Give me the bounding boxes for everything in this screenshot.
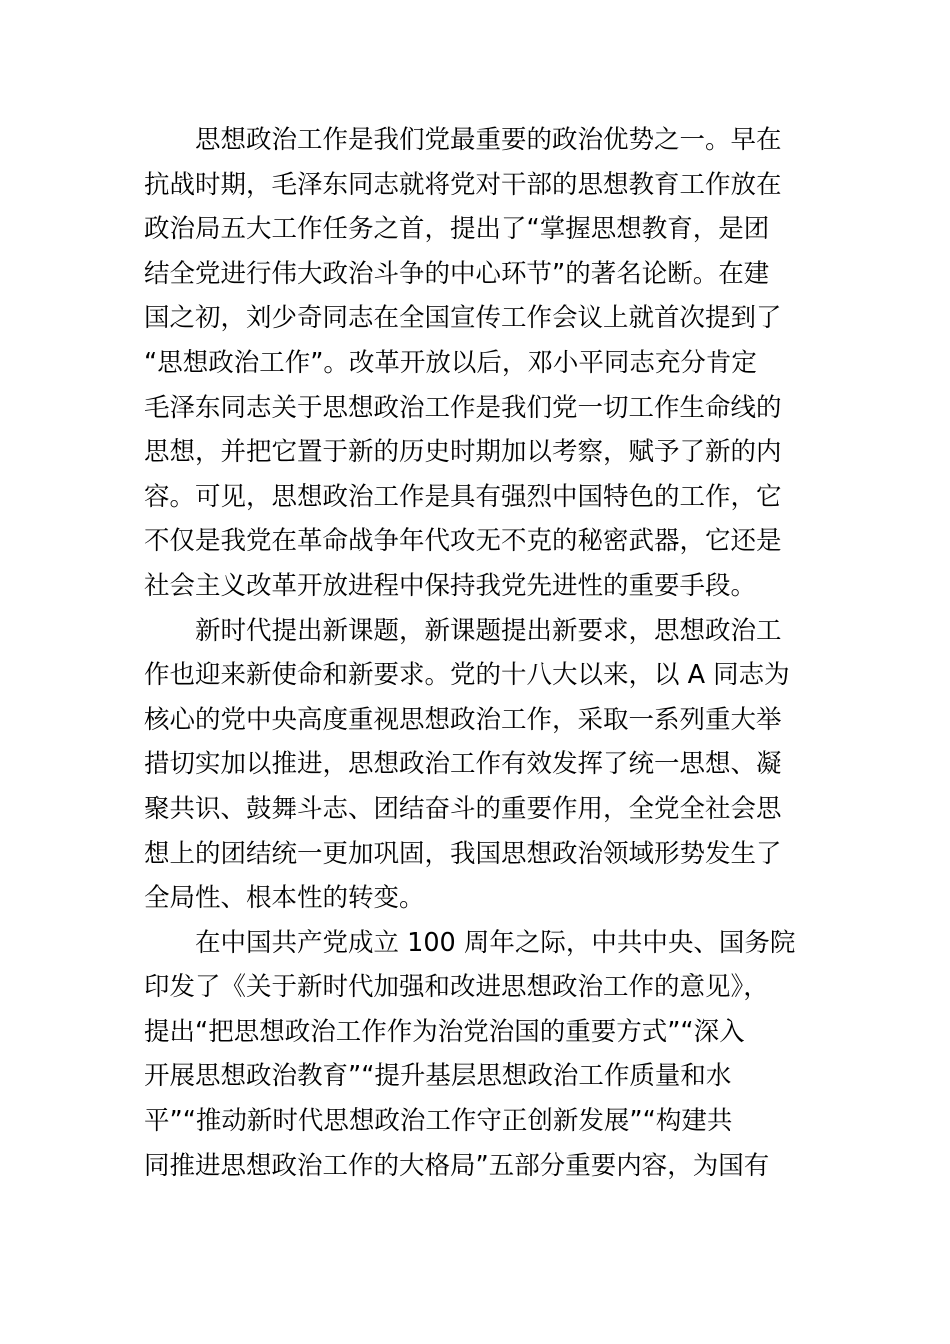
text-line: 新时代提出新课题，新课题提出新要求，思想政治工 xyxy=(144,615,782,646)
text-line: 抗战时期，毛泽东同志就将党对干部的思想教育工作放在 xyxy=(144,169,782,200)
text-line: 社会主义改革开放进程中保持我党先进性的重要手段。 xyxy=(144,570,757,601)
text-line: 结全党进行伟大政治斗争的中心环节”的著名论断。在建 xyxy=(144,258,770,289)
text-line: 国之初，刘少奇同志在全国宣传工作会议上就首次提到了 xyxy=(144,303,782,334)
text-line: 同推进思想政治工作的大格局”五部分重要内容，为国有 xyxy=(144,1150,770,1181)
text-line: 核心的党中央高度重视思想政治工作，采取一系列重大举 xyxy=(144,704,782,735)
text-line: 思想，并把它置于新的历史时期加以考察，赋予了新的内 xyxy=(144,437,782,468)
text-line: 全局性、根本性的转变。 xyxy=(144,883,425,914)
text-line: 想上的团结统一更加巩固，我国思想政治领域形势发生了 xyxy=(144,838,782,869)
body-text xyxy=(144,118,794,1188)
text-line: 印发了《关于新时代加强和改进思想政治工作的意见》， xyxy=(144,972,769,1003)
text-line: 平”“推动新时代思想政治工作守正创新发展”“构建共 xyxy=(144,1106,733,1137)
text-line: 开展思想政治教育”“提升基层思想政治工作质量和水 xyxy=(144,1061,732,1092)
text-line: 聚共识、鼓舞斗志、团结奋斗的重要作用，全党全社会思 xyxy=(144,793,782,824)
text-line: 思想政治工作是我们党最重要的政治优势之一。早在 xyxy=(144,125,782,155)
text-line: 政治局五大工作任务之首，提出了“掌握思想教育，是团 xyxy=(144,214,770,245)
text-line: 毛泽东同志关于思想政治工作是我们党一切工作生命线的 xyxy=(144,392,782,423)
text-line: 不仅是我党在革命战争年代攻无不克的秘密武器，它还是 xyxy=(144,526,782,557)
text-line: 在中国共产党成立 100 周年之际，中共中央、国务院 xyxy=(144,927,796,958)
text-line: 措切实加以推进，思想政治工作有效发挥了统一思想、凝 xyxy=(144,749,782,780)
text-line: 作也迎来新使命和新要求。党的十八大以来，以 A 同志为 xyxy=(144,660,790,691)
text-line: “思想政治工作”。改革开放以后，邓小平同志充分肯定 xyxy=(144,347,757,378)
text-line: 容。可见，思想政治工作是具有强烈中国特色的工作，它 xyxy=(144,481,782,512)
text-line: 提出“把思想政治工作作为治党治国的重要方式”“深入 xyxy=(144,1016,745,1047)
